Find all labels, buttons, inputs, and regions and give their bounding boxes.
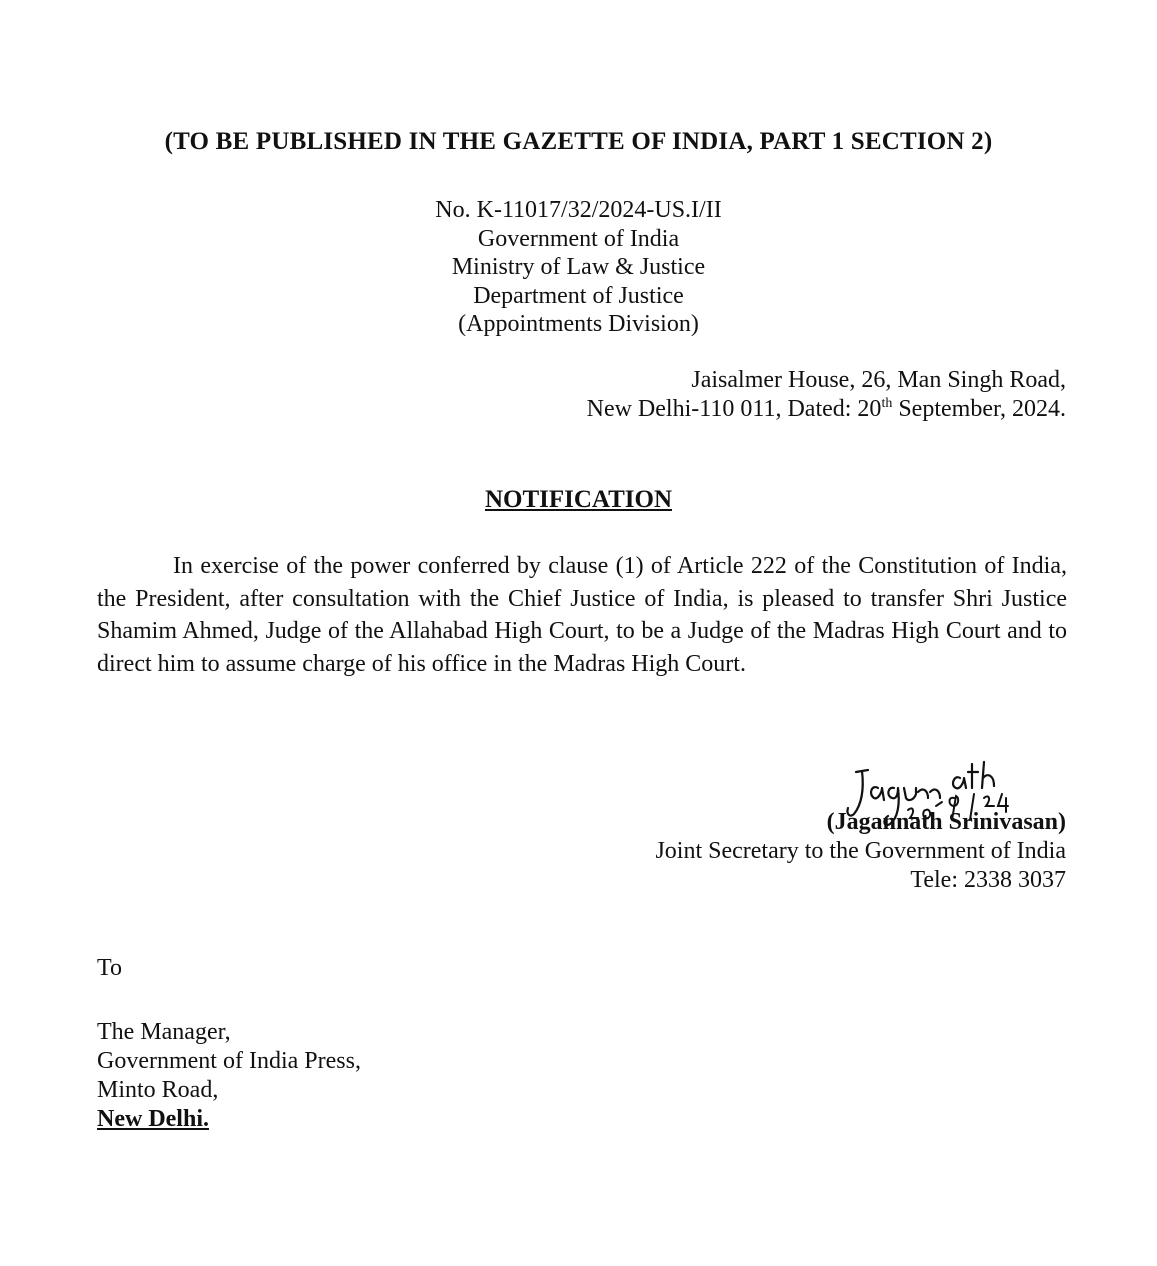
signature-block	[655, 808, 1066, 895]
telephone-line: Tele: 2338 3037	[910, 867, 1066, 893]
department-line: Department of Justice	[473, 282, 684, 309]
ministry-line: Ministry of Law & Justice	[451, 254, 706, 280]
to-label: To	[97, 955, 122, 981]
notification-title: NOTIFICATION	[484, 486, 673, 513]
address-date-block	[587, 366, 1066, 424]
government-line: Government of India	[477, 225, 680, 252]
addressee-line-4: New Delhi.	[97, 1106, 209, 1132]
addressee-line-2: Government of India Press,	[97, 1048, 361, 1074]
addressee-block	[97, 1018, 361, 1134]
addressee-line-3: Minto Road,	[97, 1077, 219, 1103]
date-prefix: New Delhi-110 011, Dated: 20	[586, 396, 882, 422]
signatory-name: (Jagannath Srinivasan)	[826, 809, 1066, 835]
file-number: No. K-11017/32/2024-US.I/II	[435, 197, 722, 223]
notification-body: In exercise of the power conferred by clause (1) of Article 222 of the Constitution of India, the President, after consultation with the Chief Justice of India, is pleased to transfer Shri Justice Shamim Ahmed, Judge of the Allahabad High Court, to be a Judge of the Madras High Court and to direct him to assume charge of his office in the Madras High Court.	[97, 553, 1067, 677]
division-line: (Appointments Division)	[458, 311, 699, 337]
date-suffix-sup: th	[881, 396, 893, 411]
address-line: Jaisalmer House, 26, Man Singh Road,	[691, 367, 1066, 393]
signatory-designation: Joint Secretary to the Government of India	[655, 838, 1066, 864]
addressee-line-1: The Manager,	[97, 1019, 231, 1045]
date-line	[587, 395, 1066, 424]
date-suffix: September, 2024.	[892, 396, 1066, 422]
reference-block	[0, 196, 1157, 339]
gazette-header: (TO BE PUBLISHED IN THE GAZETTE OF INDIA, PART 1 SECTION 2)	[164, 128, 993, 155]
